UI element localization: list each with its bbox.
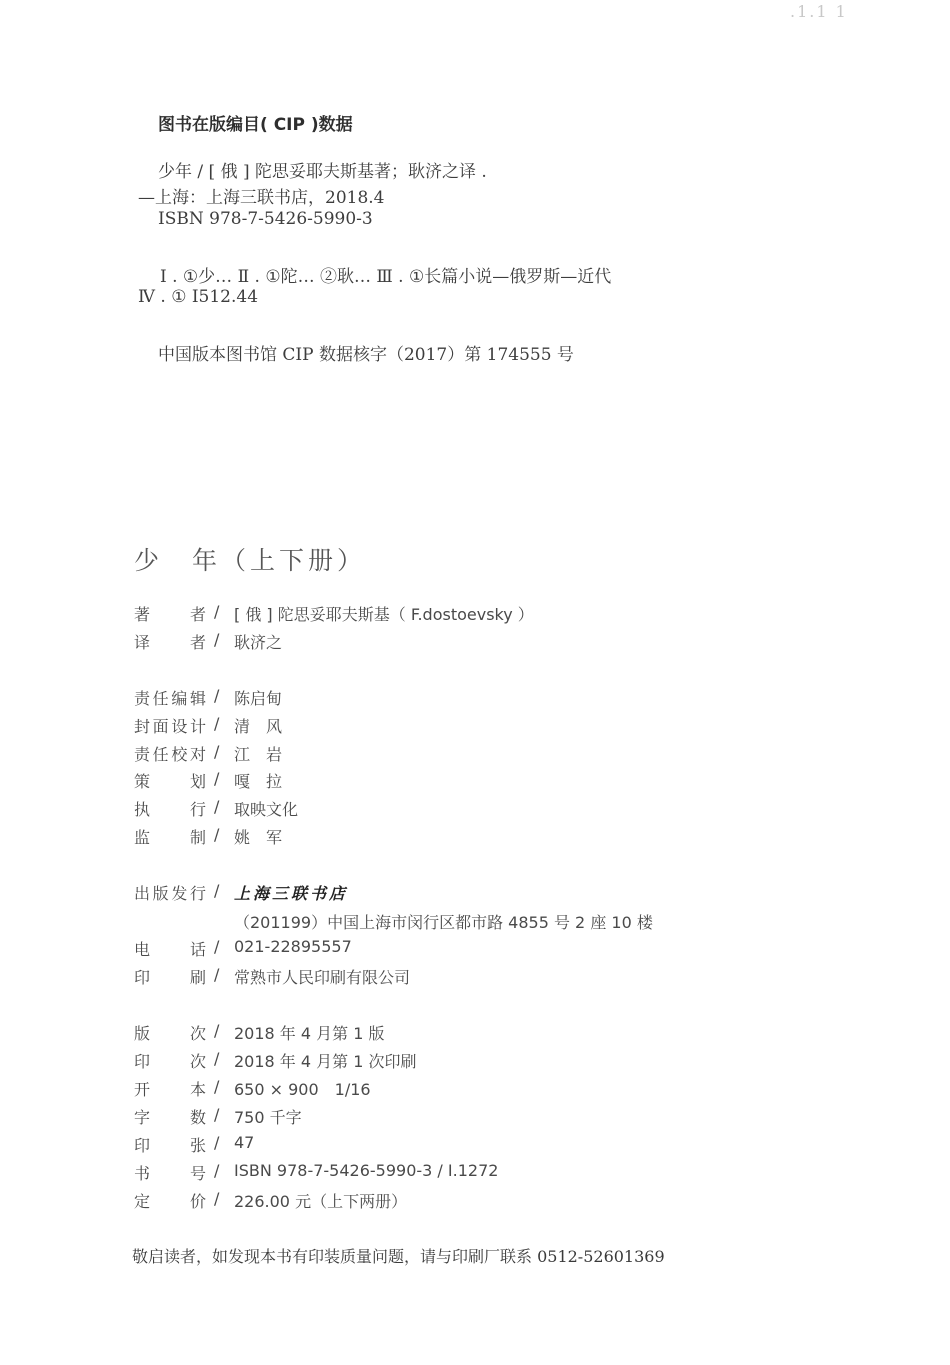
separator: / — [214, 714, 220, 733]
separator: / — [214, 1049, 220, 1068]
credit-label: 执 行 — [134, 800, 206, 819]
spec-value: 750 千字 — [234, 1108, 302, 1127]
credit-label: 著 者 — [134, 605, 206, 624]
credit-label: 封面设计 — [134, 717, 206, 736]
credit-value: 陈启甸 — [234, 689, 283, 708]
credit-label: 电 话 — [134, 940, 206, 959]
separator: / — [214, 686, 220, 705]
credit-label: 出版发行 — [134, 884, 206, 903]
book-title: 少 年（上下册） — [134, 546, 367, 575]
cip-line-title: 少年 / [ 俄 ] 陀思妥耶夫斯基著；耿济之译 . — [158, 162, 487, 182]
separator: / — [214, 881, 220, 900]
separator: / — [214, 630, 220, 649]
reader-notice: 敬启读者，如发现本书有印装质量问题，请与印刷厂联系 0512-52601369 — [132, 1247, 665, 1266]
corner-mark: .1.1 1 — [790, 2, 848, 21]
separator: / — [214, 1077, 220, 1096]
separator: / — [214, 769, 220, 788]
separator: / — [214, 825, 220, 844]
credit-label: 责任校对 — [134, 745, 206, 764]
credit-value: [ 俄 ] 陀思妥耶夫斯基（ F.dostoevsky ） — [234, 605, 534, 624]
spec-label: 定 价 — [134, 1192, 206, 1211]
spec-value: 2018 年 4 月第 1 次印刷 — [234, 1052, 417, 1071]
spec-value: 2018 年 4 月第 1 版 — [234, 1024, 385, 1043]
credit-value: 取映文化 — [234, 800, 299, 819]
cip-line-classification-1: Ⅰ . ①少… Ⅱ . ①陀… ②耿… Ⅲ . ①长篇小说—俄罗斯—近代 — [160, 267, 612, 287]
separator: / — [214, 1021, 220, 1040]
separator: / — [214, 797, 220, 816]
credit-label: 译 者 — [134, 633, 206, 652]
credit-value: 耿济之 — [234, 633, 283, 652]
spec-value: 226.00 元（上下两册） — [234, 1192, 408, 1211]
spec-value: 47 — [234, 1133, 255, 1152]
spec-label: 书 号 — [134, 1164, 206, 1183]
cip-heading: 图书在版编目( CIP )数据 — [158, 115, 353, 135]
spec-label: 字 数 — [134, 1108, 206, 1127]
spec-label: 版 次 — [134, 1024, 206, 1043]
cip-line-record-number: 中国版本图书馆 CIP 数据核字（2017）第 174555 号 — [158, 345, 574, 365]
publisher-logo: 上海三联书店 — [234, 884, 349, 903]
spec-label: 印 张 — [134, 1136, 206, 1155]
credit-value: 清 风 — [234, 717, 283, 736]
spec-label: 开 本 — [134, 1080, 206, 1099]
spec-label: 印 次 — [134, 1052, 206, 1071]
credit-value: 021-22895557 — [234, 937, 352, 956]
cip-line-isbn: ISBN 978-7-5426-5990-3 — [158, 209, 373, 229]
cip-line-publisher: —上海：上海三联书店，2018.4 — [138, 188, 385, 208]
spec-value: 650 × 900 1/16 — [234, 1080, 371, 1099]
credit-value: 姚 军 — [234, 828, 283, 847]
credit-label: 责任编辑 — [134, 689, 206, 708]
separator: / — [214, 1161, 220, 1180]
separator: / — [214, 602, 220, 621]
separator: / — [214, 937, 220, 956]
credit-label: 策 划 — [134, 772, 206, 791]
separator: / — [214, 1133, 220, 1152]
separator: / — [214, 965, 220, 984]
credit-value: 嘎 拉 — [234, 772, 283, 791]
credit-label: 印 刷 — [134, 968, 206, 987]
credit-value: 江 岩 — [234, 745, 283, 764]
separator: / — [214, 1189, 220, 1208]
credit-value: 常熟市人民印刷有限公司 — [234, 968, 411, 987]
separator: / — [214, 742, 220, 761]
credit-label: 监 制 — [134, 828, 206, 847]
spec-value: ISBN 978-7-5426-5990-3 / I.1272 — [234, 1161, 499, 1180]
publisher-address: （201199）中国上海市闵行区都市路 4855 号 2 座 10 楼 — [234, 913, 653, 932]
separator: / — [214, 1105, 220, 1124]
cip-line-classification-2: Ⅳ . ① I512.44 — [138, 287, 259, 307]
